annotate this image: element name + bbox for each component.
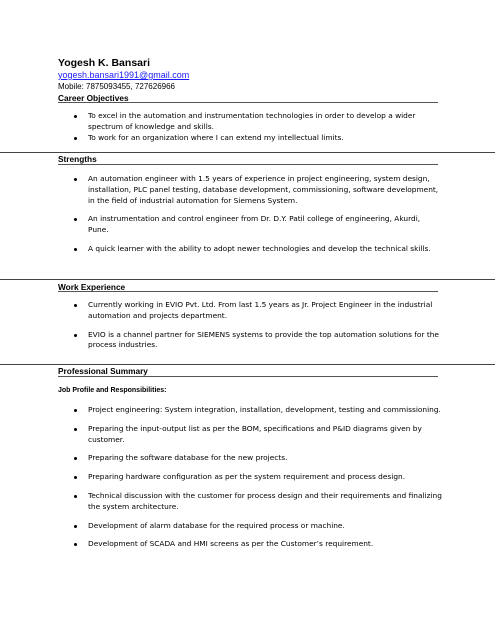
list-item: Currently working in EVIO Pvt. Ltd. From last 1.5 years as Jr. Project Engineer in the industrial automation and projects department. (72, 300, 444, 322)
list-item: To excel in the automation and instrumentation technologies in order to develop a wider spectrum of knowledge and skills. (72, 111, 432, 133)
bullet-icon (74, 428, 77, 431)
list-item: Project engineering: System integration, installation, development, testing and commissioning. (72, 405, 444, 416)
strengths-list (72, 174, 442, 255)
bullet-icon (74, 457, 77, 460)
professional-summary-heading: Professional Summary (58, 366, 148, 376)
list-item: Technical discussion with the customer for process design and their requirements and finalizing the system architecture. (72, 491, 444, 513)
bullet-icon (74, 115, 77, 118)
bullet-icon (74, 137, 77, 140)
bullet-icon (74, 178, 77, 181)
list-item: To work for an organization where I can extend my intellectual limits. (72, 133, 432, 144)
list-item: Preparing the input-output list as per the BOM, specifications and P&ID diagrams given by customer. (72, 424, 444, 446)
career-objectives-heading: Career Objectives (58, 93, 129, 103)
list-item: Preparing hardware configuration as per the system requirement and process design. (72, 472, 444, 483)
list-item: Development of alarm database for the required process or machine. (72, 521, 444, 532)
work-experience-rule (58, 291, 438, 292)
bullet-icon (74, 476, 77, 479)
list-item: An instrumentation and control engineer from Dr. D.Y. Patil college of engineering, Akurdi, Pune. (72, 214, 442, 236)
professional-summary-top-rule (0, 364, 495, 365)
list-item: An automation engineer with 1.5 years of experience in project engineering, system design, installation, PLC panel testing, database development, commissioning, software development, in the field of industrial automation for Siemens System. (72, 174, 442, 206)
candidate-name: Yogesh K. Bansari (58, 57, 150, 69)
bullet-icon (74, 218, 77, 221)
professional-summary-list (72, 405, 444, 550)
work-experience-heading: Work Experience (58, 282, 126, 292)
list-item: Development of SCADA and HMI screens as per the Customer’s requirement. (72, 539, 444, 550)
bullet-icon (74, 525, 77, 528)
bullet-icon (74, 495, 77, 498)
job-profile-subheading: Job Profile and Responsibilities: (58, 387, 167, 394)
work-experience-top-rule (0, 279, 495, 280)
mobile-numbers: Mobile: 7875093455, 727626966 (58, 82, 175, 91)
bullet-icon (74, 334, 77, 337)
career-objectives-rule (58, 102, 438, 103)
bullet-icon (74, 543, 77, 546)
work-experience-list (72, 300, 444, 351)
bullet-icon (74, 304, 77, 307)
strengths-rule (58, 164, 438, 165)
career-objectives-list (72, 111, 432, 143)
list-item: Preparing the software database for the new projects. (72, 453, 444, 464)
list-item: EVIO is a channel partner for SIEMENS systems to provide the top automation solutions for the process industries. (72, 330, 444, 352)
strengths-top-rule (0, 152, 495, 153)
list-item: A quick learner with the ability to adopt newer technologies and develop the technical skills. (72, 244, 442, 255)
professional-summary-rule (58, 376, 438, 377)
email-link[interactable]: yogesh.bansari1991@gmail.com (58, 70, 190, 80)
strengths-heading: Strengths (58, 154, 97, 164)
bullet-icon (74, 248, 77, 251)
bullet-icon (74, 409, 77, 412)
